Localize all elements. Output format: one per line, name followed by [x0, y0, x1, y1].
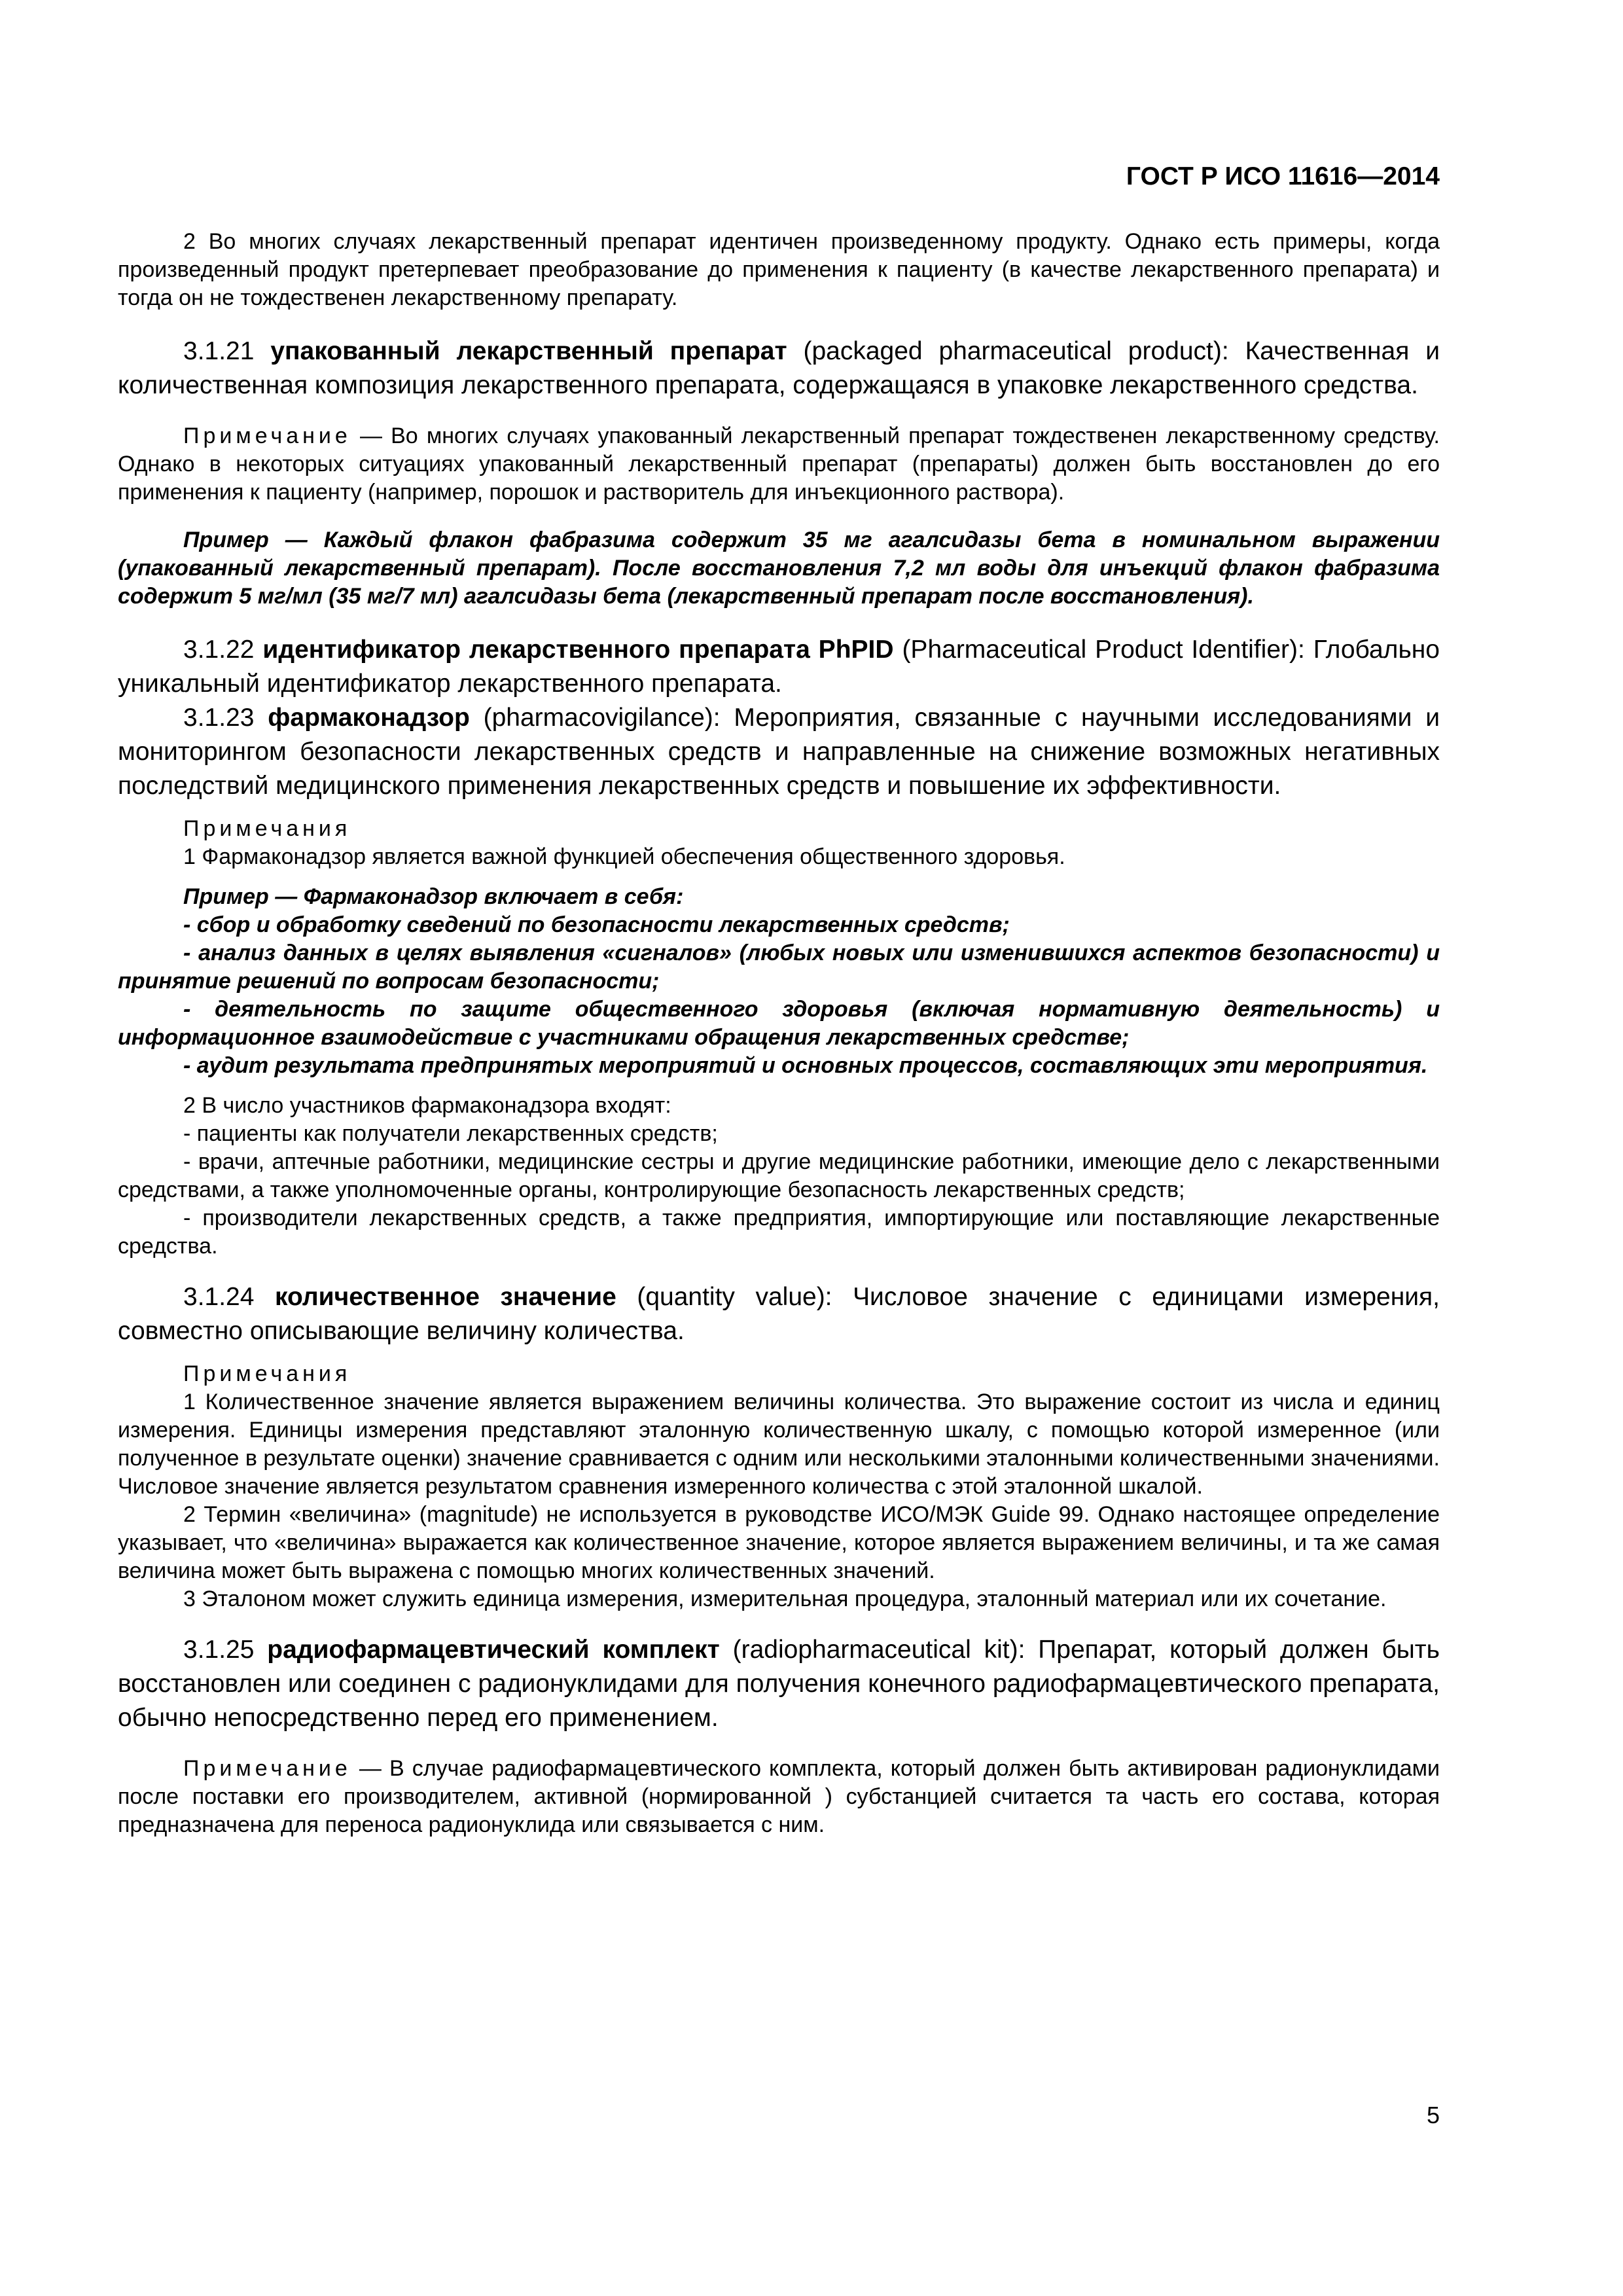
term-title: радиофармацевтический комплект	[267, 1636, 720, 1664]
notes-label-text: Примечания	[183, 816, 351, 841]
note-paragraph: 2 Во многих случаях лекарственный препарат идентичен произведенному продукту. Однако есть примеры, когда произведенный продукт претерпевает преобразование до применения к пациенту (в качестве лекарственного препарата) и тогда он не тождественен лекарственному препарату.	[118, 229, 1440, 310]
note-list-item: - врачи, аптечные работники, медицинские сестры и другие медицинские работники, имеющие дело с лекарственными средствами, а также уполномоченные органы, контролирующие безопасность лекарственных средств;	[118, 1149, 1440, 1202]
note-item: 1 Фармаконадзор является важной функцией обеспечения общественного здоровья.	[183, 844, 1065, 869]
term-title: упакованный лекарственный препарат	[270, 337, 787, 365]
term-title: количественное значение	[275, 1283, 616, 1311]
term-number: 3.1.22	[183, 636, 255, 664]
term-definition: (quantity value): Числовое значение с единицами измерения, совместно описывающие величину количества.	[118, 1283, 1440, 1345]
document-header: ГОСТ Р ИСО 11616—2014	[1126, 162, 1440, 190]
note-item: 1 Количественное значение является выражением величины количества. Это выражение состоит из числа и единиц измерения. Единицы измерения представляют эталонную количественную шкалу, с помощью которой измеренное (или полученное в результате оценки) значение сравнивается с одним или несколькими эталонными количественными значениями. Числовое значение является результатом сравнения измеренного количества с этой эталонной шкалой.	[118, 1390, 1440, 1499]
term-definition: (Pharmaceutical Product Identifier): Глобально уникальный идентификатор лекарственного препарата.	[118, 636, 1440, 698]
notes-label	[118, 815, 1440, 843]
notes-label-text: Примечания	[183, 1361, 351, 1386]
example-title: Пример — Фармаконадзор включает в себя:	[183, 884, 684, 909]
example-item: - сбор и обработку сведений по безопасности лекарственных средств;	[183, 912, 1010, 937]
note-text: — Во многих случаях упакованный лекарственный препарат тождественен лекарственному средству. Однако в некоторых ситуациях упакованный лекарственный препарат (препараты) должен быть восстановлен до его применения к пациенту (например, порошок и растворитель для инъекционного раствора).	[118, 423, 1440, 505]
note-3-1-25	[118, 1755, 1440, 1839]
page-number: 5	[1426, 2102, 1440, 2128]
term-number: 3.1.24	[183, 1283, 255, 1311]
example-item: - аудит результата предпринятых мероприятий и основных процессов, составляющих эти мероприятия.	[183, 1053, 1428, 1078]
term-title: идентификатор лекарственного препарата PhPID	[262, 636, 894, 664]
note-list-item: - производители лекарственных средств, а также предприятия, импортирующие или поставляющие лекарственные средства.	[118, 1206, 1440, 1259]
notes-label	[118, 1360, 1440, 1388]
document-page	[118, 0, 1440, 2296]
term-3-1-23	[118, 701, 1440, 803]
term-definition: (packaged pharmaceutical product): Качественная и количественная композиция лекарственного препарата, содержащаяся в упаковке лекарственного средства.	[118, 337, 1440, 399]
term-title: фармаконадзор	[268, 704, 470, 732]
note-text: — В случае радиофармацевтического комплекта, который должен быть активирован радионуклидами после поставки его производителем, активной (нормированной ) субстанцией считается та часть его состава, которая предназначена для переноса радионуклида или связывается с ним.	[118, 1756, 1440, 1837]
document-body	[118, 228, 1440, 1839]
term-definition: (pharmacovigilance): Мероприятия, связанные с научными исследованиями и мониторингом безопасности лекарственных средств и направленные на снижение возможных негативных последствий медицинского применения лекарственных средств и повышение их эффективности.	[118, 704, 1440, 800]
example-item: - деятельность по защите общественного здоровья (включая нормативную деятельность) и информационное взаимодействие с участниками обращения лекарственных средстве;	[118, 997, 1440, 1050]
term-number: 3.1.21	[183, 337, 255, 365]
term-number: 3.1.23	[183, 704, 255, 732]
term-definition: (radiopharmaceutical kit): Препарат, который должен быть восстановлен или соединен с радионуклидами для получения конечного радиофармацевтического препарата, обычно непосредственно перед его применением.	[118, 1636, 1440, 1732]
example-item: - анализ данных в целях выявления «сигналов» (любых новых или изменившихся аспектов безопасности) и принятие решений по вопросам безопасности;	[118, 941, 1440, 994]
example-3-1-21: Пример — Каждый флакон фабразима содержит 35 мг агалсидазы бета в номинальном выражении (упакованный лекарственный препарат). После восстановления 7,2 мл воды для инъекций флакон фабразима содержит 5 мг/мл (35 мг/7 мл) агалсидазы бета (лекарственный препарат после восстановления).	[118, 528, 1440, 609]
term-number: 3.1.25	[183, 1636, 255, 1664]
term-3-1-21	[118, 334, 1440, 403]
note-item: 2 В число участников фармаконадзора входят:	[183, 1093, 671, 1118]
note-label: Примечание	[183, 423, 351, 448]
term-3-1-22	[118, 633, 1440, 701]
note-item: 3 Эталоном может служить единица измерения, измерительная процедура, эталонный материал или их сочетание.	[183, 1587, 1387, 1611]
note-3-1-21	[118, 422, 1440, 507]
note-item: 2 Термин «величина» (magnitude) не используется в руководстве ИСО/МЭК Guide 99. Однако настоящее определение указывает, что «величина» выражается как количественное значение, которое является выражением величины, и та же самая величина может быть выражена с помощью многих количественных значений.	[118, 1502, 1440, 1583]
note-label: Примечание	[183, 1756, 351, 1781]
note-list-item: - пациенты как получатели лекарственных средств;	[183, 1121, 718, 1146]
term-3-1-25	[118, 1633, 1440, 1735]
term-3-1-24	[118, 1280, 1440, 1348]
